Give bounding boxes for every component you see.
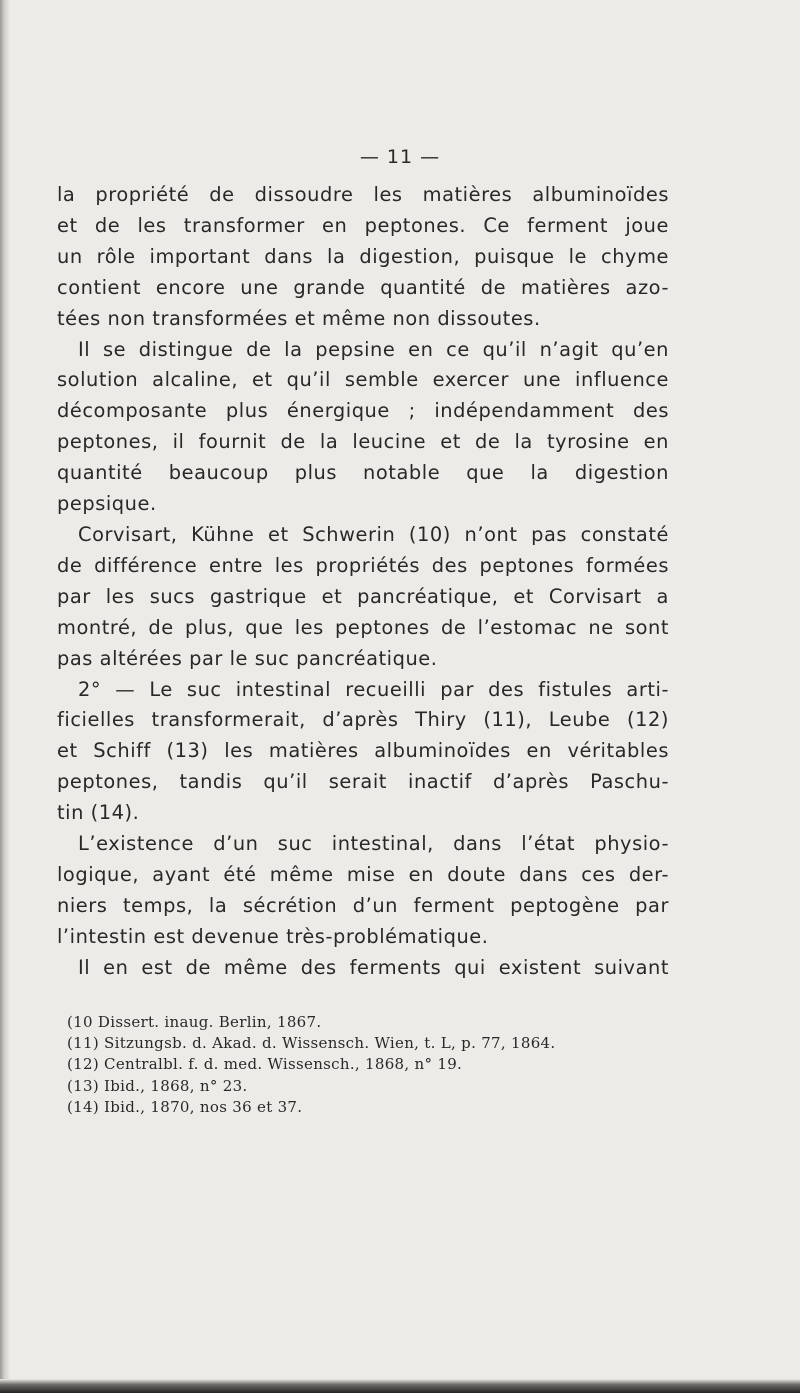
text-line: de différence entre les propriétés des peptones formées xyxy=(57,553,669,577)
text-line: Il en est de même des ferments qui existent suivant xyxy=(78,955,669,979)
footnote: (12) Centralbl. f. d. med. Wissensch., 1868, n° 19. xyxy=(67,1055,463,1074)
text-line: Il se distingue de la pepsine en ce qu’il n’agit qu’en xyxy=(78,337,669,361)
text-line: décomposante plus énergique ; indépendamment des xyxy=(57,399,669,423)
text-line: L’existence d’un suc intestinal, dans l’état physio- xyxy=(78,832,669,856)
page-binding-edge xyxy=(0,0,10,1393)
page-bottom-edge xyxy=(0,1379,800,1393)
text-line: 2° — Le suc intestinal recueilli par des fistules arti- xyxy=(78,677,669,701)
page-number: — 11 — xyxy=(359,146,441,168)
text-line: contient encore une grande quantité de matières azo- xyxy=(57,275,669,299)
text-line: un rôle important dans la digestion, puisque le chyme xyxy=(57,244,669,268)
text-line: tin (14). xyxy=(57,801,140,825)
text-line: montré, de plus, que les peptones de l’estomac ne sont xyxy=(57,615,669,639)
body-text xyxy=(57,180,669,984)
text-line: logique, ayant été même mise en doute dans ces der- xyxy=(57,862,669,886)
text-line: ficielles transformerait, d’après Thiry (11), Leube (12) xyxy=(57,708,669,732)
footnote: (13) Ibid., 1868, n° 23. xyxy=(67,1076,248,1095)
text-line: peptones, il fournit de la leucine et de la tyrosine en xyxy=(57,430,669,454)
footnote: (14) Ibid., 1870, nos 36 et 37. xyxy=(67,1097,303,1116)
footnotes xyxy=(67,1012,707,1118)
text-line: peptones, tandis qu’il serait inactif d’après Paschu- xyxy=(57,770,669,794)
text-line: par les sucs gastrique et pancréatique, et Corvisart a xyxy=(57,584,669,608)
text-line: et de les transformer en peptones. Ce ferment joue xyxy=(57,213,669,237)
text-line: solution alcaline, et qu’il semble exercer une influence xyxy=(57,368,669,392)
text-line: pas altérées par le suc pancréatique. xyxy=(57,646,438,670)
footnote: (10 Dissert. inaug. Berlin, 1867. xyxy=(67,1013,322,1031)
text-line: Corvisart, Kühne et Schwerin (10) n’ont pas constaté xyxy=(78,522,669,546)
text-line: tées non transformées et même non dissoutes. xyxy=(57,306,541,330)
text-line: l’intestin est devenue très-problématique. xyxy=(57,924,489,948)
text-line: la propriété de dissoudre les matières albuminoïdes xyxy=(57,183,669,206)
text-line: et Schiff (13) les matières albuminoïdes en véritables xyxy=(57,739,669,763)
text-line: quantité beaucoup plus notable que la digestion xyxy=(57,461,669,485)
footnote: (11) Sitzungsb. d. Akad. d. Wissensch. Wien, t. L, p. 77, 1864. xyxy=(67,1034,556,1053)
text-line: pepsique. xyxy=(57,492,157,516)
text-line: niers temps, la sécrétion d’un ferment peptogène par xyxy=(57,893,669,917)
